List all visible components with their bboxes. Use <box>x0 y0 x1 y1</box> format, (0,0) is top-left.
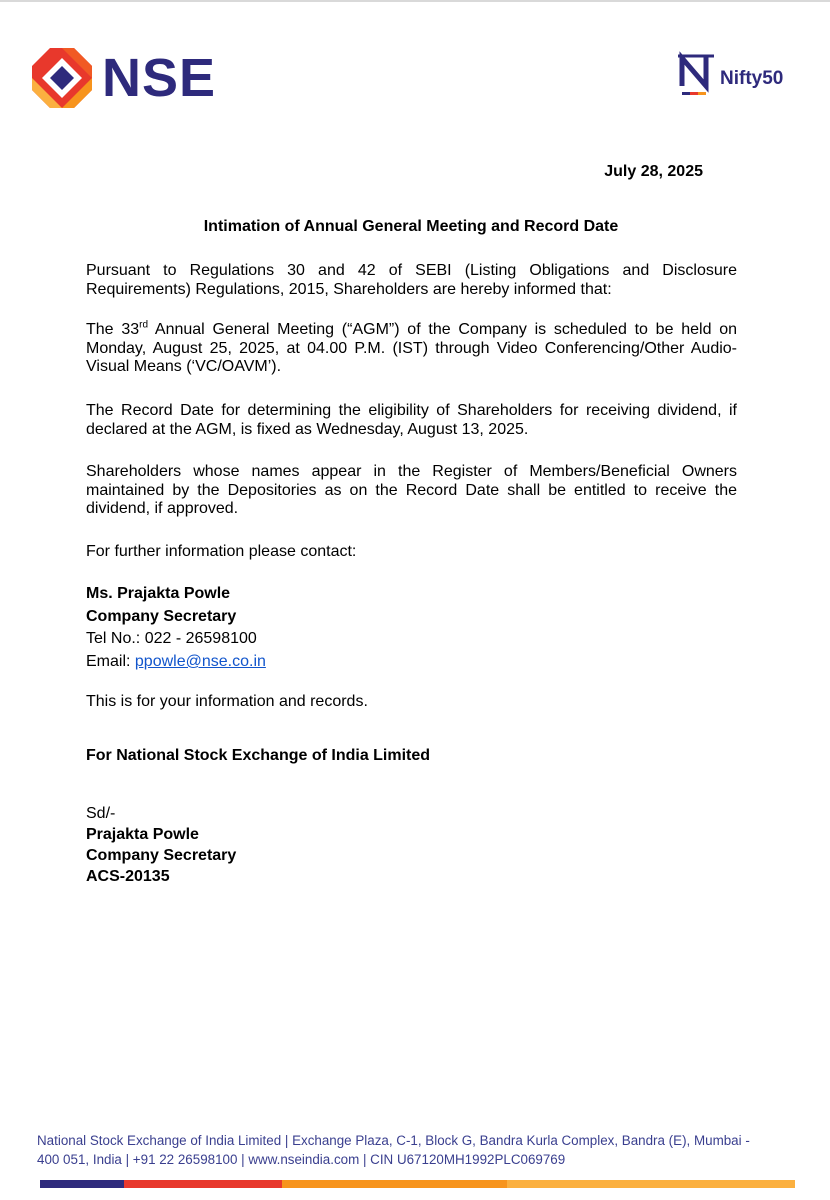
closing-line: This is for your information and records. <box>86 693 368 710</box>
signatory-title: Company Secretary <box>86 847 237 864</box>
footer-bar-orange <box>282 1180 507 1188</box>
top-border <box>0 0 830 2</box>
nse-wordmark: NSE <box>102 48 217 108</box>
letter-title: Intimation of Annual General Meeting and Record Date <box>203 218 619 235</box>
nifty-emblem-icon <box>676 50 720 100</box>
signed-mark: Sd/- <box>86 805 116 822</box>
letter-date: July 28, 2025 <box>604 163 703 180</box>
email-label: Email: <box>86 653 135 670</box>
nse-emblem-icon <box>30 46 94 110</box>
nifty50-wordmark: Nifty50 <box>720 68 784 89</box>
footer-line-2: 400 051, India | +91 22 26598100 | www.nseindia.com | CIN U67120MH1992PLC069769 <box>37 1152 566 1167</box>
footer-line-1: National Stock Exchange of India Limited | Exchange Plaza, C-1, Block G, Bandra Kurla Complex, Bandra (E), Mumbai - <box>37 1133 750 1148</box>
intro-paragraph: Pursuant to Regulations 30 and 42 of SEBI (Listing Obligations and Disclosure Requirements) Regulations, 2015, Shareholders are hereby informed that: <box>86 262 737 298</box>
nse-logo <box>30 46 220 112</box>
membership-number: ACS-20135 <box>86 868 170 885</box>
record-date-paragraph: The Record Date for determining the eligibility of Shareholders for receiving dividend, if declared at the AGM, is fixed as Wednesday, August 13, 2025. <box>86 402 737 438</box>
footer-bar-yellow <box>507 1180 795 1188</box>
footer-bar-blue <box>40 1180 124 1188</box>
nifty50-logo <box>676 50 806 102</box>
entitlement-paragraph: Shareholders whose names appear in the Register of Members/Beneficial Owners maintained by the Depositories as on the Record Date shall be entitled to receive the dividend, if approved. <box>86 463 737 518</box>
agm-text: Annual General Meeting (“AGM”) of the Company is scheduled to be held on Monday, August 25, 2025, at 04.00 P.M. (IST) through Video Conferencing/Other Audio-Visual Means (‘VC/OAVM’). <box>86 321 738 376</box>
contact-intro: For further information please contact: <box>86 543 357 560</box>
email-link[interactable]: ppowle@nse.co.in <box>134 653 266 670</box>
for-company: For National Stock Exchange of India Limited <box>86 747 431 764</box>
contact-email-line <box>86 653 266 671</box>
contact-title: Company Secretary <box>86 608 237 625</box>
contact-tel: Tel No.: 022 - 26598100 <box>86 630 257 647</box>
agm-ordinal: rd <box>139 319 149 331</box>
agm-paragraph <box>86 321 737 377</box>
footer-address <box>37 1131 807 1169</box>
signatory-name: Prajakta Powle <box>86 826 199 843</box>
footer-bar-red <box>124 1180 282 1188</box>
contact-name: Ms. Prajakta Powle <box>86 585 231 602</box>
agm-prefix: The 33 <box>86 321 140 338</box>
